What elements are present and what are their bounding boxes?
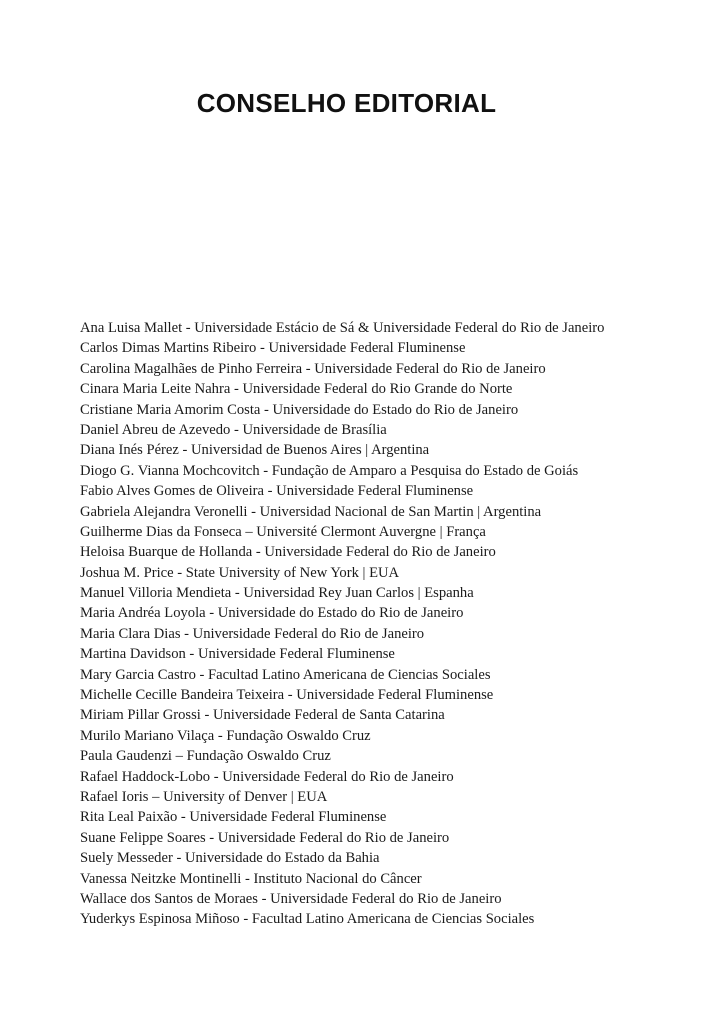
board-member: Vanessa Neitzke Montinelli - Instituto Nacional do Câncer [80,870,422,887]
board-member: Yuderkys Espinosa Miñoso - Facultad Latino Americana de Ciencias Sociales [80,911,535,928]
board-member: Heloisa Buarque de Hollanda - Universidade Federal do Rio de Janeiro [80,544,496,561]
board-member: Joshua M. Price - State University of New York | EUA [80,564,400,581]
board-member: Paula Gaudenzi – Fundação Oswaldo Cruz [80,748,331,765]
board-member: Suely Messeder - Universidade do Estado da Bahia [80,850,380,867]
board-member: Fabio Alves Gomes de Oliveira - Universidade Federal Fluminense [80,483,474,500]
board-member: Martina Davidson - Universidade Federal Fluminense [80,646,395,663]
board-member: Cristiane Maria Amorim Costa - Universidade do Estado do Rio de Janeiro [80,401,519,418]
board-member: Gabriela Alejandra Veronelli - Universidad Nacional de San Martin | Argentina [80,503,542,520]
board-member: Maria Andréa Loyola - Universidade do Estado do Rio de Janeiro [80,605,464,622]
editorial-board-list [80,318,700,930]
board-member: Suane Felippe Soares - Universidade Federal do Rio de Janeiro [80,829,450,846]
board-member: Maria Clara Dias - Universidade Federal do Rio de Janeiro [80,625,425,642]
board-member: Ana Luisa Mallet - Universidade Estácio de Sá & Universidade Federal do Rio de Janeiro [80,320,605,336]
board-member: Rita Leal Paixão - Universidade Federal Fluminense [80,809,387,826]
page-title: CONSELHO EDITORIAL [196,88,497,118]
board-member: Diogo G. Vianna Mochcovitch - Fundação de Amparo a Pesquisa do Estado de Goiás [80,462,579,479]
board-member: Manuel Villoria Mendieta - Universidad Rey Juan Carlos | Espanha [80,585,474,602]
board-member: Diana Inés Pérez - Universidad de Buenos Aires | Argentina [80,442,430,459]
board-member: Rafael Haddock-Lobo - Universidade Federal do Rio de Janeiro [80,768,454,785]
board-member: Rafael Ioris – University of Denver | EUA [80,788,328,805]
board-member: Carlos Dimas Martins Ribeiro - Universidade Federal Fluminense [80,340,466,357]
board-member: Miriam Pillar Grossi - Universidade Federal de Santa Catarina [80,707,445,724]
board-member: Carolina Magalhães de Pinho Ferreira - Universidade Federal do Rio de Janeiro [80,360,546,377]
board-member: Murilo Mariano Vilaça - Fundação Oswaldo Cruz [80,727,371,744]
board-member: Michelle Cecille Bandeira Teixeira - Universidade Federal Fluminense [80,687,494,704]
board-member: Daniel Abreu de Azevedo - Universidade de Brasília [80,421,387,438]
board-member: Mary Garcia Castro - Facultad Latino Americana de Ciencias Sociales [80,666,491,683]
board-member: Guilherme Dias da Fonseca – Université Clermont Auvergne | França [80,523,486,540]
board-member: Wallace dos Santos de Moraes - Universidade Federal do Rio de Janeiro [80,890,502,907]
board-member: Cinara Maria Leite Nahra - Universidade Federal do Rio Grande do Norte [80,381,513,398]
